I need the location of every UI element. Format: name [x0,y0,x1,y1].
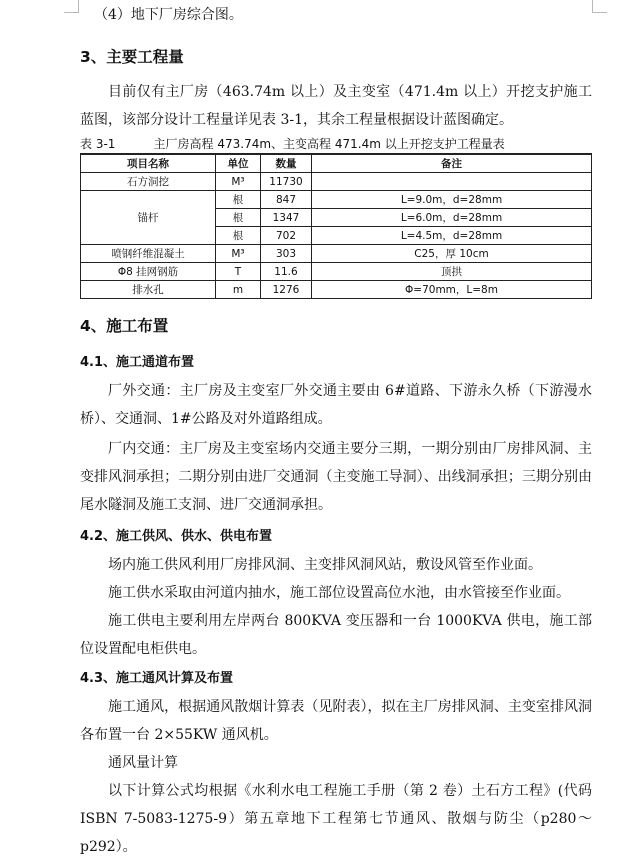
table-header-row [81,154,592,173]
table-row [81,263,592,281]
section-4-3-heading: 4.3、施工通风计算及布置 [80,671,234,686]
cell-note: L=4.5m，d=28mm [312,227,592,245]
cell-qty: 847 [261,191,312,209]
cell-qty: 11730 [261,173,312,191]
cell-qty: 11.6 [261,263,312,281]
table-row [81,173,592,191]
cell-qty: 1276 [261,281,312,299]
table-row [81,245,592,263]
section-4-2-heading: 4.2、施工供风、供水、供电布置 [80,529,273,544]
cell-name: 锚杆 [81,191,216,245]
cell-note: L=9.0m，d=28mm [312,191,592,209]
list-item-underground-plan: （4）地下厂房综合图。 [94,7,243,23]
table-row [81,281,592,299]
quantity-table [80,153,592,299]
section-4-2-paragraph-power: 施工供电主要利用左岸两台 800KVA 变压器和一台 1000KVA 供电，施工部位设置配电柜供电。 [80,613,592,657]
cell-name: 喷钢纤维混凝土 [81,245,216,263]
cell-qty: 702 [261,227,312,245]
cell-qty: 1347 [261,209,312,227]
cell-note: L=6.0m，d=28mm [312,209,592,227]
header-note: 备注 [312,154,592,173]
section-3-paragraph: 目前仅有主厂房（463.74m 以上）及主变室（471.4m 以上）开挖支护施工蓝图，该部分设计工程量详见表 3-1，其余工程量根据设计蓝图确定。 [80,84,592,128]
cell-unit: 根 [216,209,261,227]
section-3-heading: 3、主要工程量 [80,48,184,66]
cell-name: 石方洞挖 [81,173,216,191]
cell-note [312,173,592,191]
cell-name: Φ8 挂网钢筋 [81,263,216,281]
cell-unit: M³ [216,245,261,263]
section-4-2-paragraph-air: 场内施工供风利用厂房排风洞、主变排风洞风站，敷设风管至作业面。 [108,557,542,573]
cell-qty: 303 [261,245,312,263]
section-4-1-paragraph-external: 厂外交通：主厂房及主变室厂外交通主要由 6#道路、下游永久桥（下游漫水桥）、交通洞、1#公路及对外道路组成。 [80,383,592,427]
cell-name: 排水孔 [81,281,216,299]
section-4-3-paragraph-reference: 以下计算公式均根据《水利水电工程施工手册（第 2 卷）土石方工程》(代码 ISBN 7-5083-1275-9）第五章地下工程第七节通风、散烟与防尘（p280～p292）。 [80,783,592,855]
section-4-3-subheading: 通风量计算 [108,755,178,771]
document-page [80,0,592,861]
cell-unit: T [216,263,261,281]
table-caption: 表 3-1 主厂房高程 473.74m、主变高程 471.4m 以上开挖支护工程量表 [80,137,505,151]
section-4-1-heading: 4.1、施工通道布置 [80,355,195,370]
section-4-1-paragraph-internal: 厂内交通：主厂房及主变室场内交通主要分三期，一期分别由厂房排风洞、主变排风洞承担；二期分别由进厂交通洞（主变施工导洞）、出线洞承担；三期分别由尾水隧洞及施工支洞、进厂交通洞承担。 [80,441,592,513]
table-row [81,191,592,209]
cell-note: C25，厚 10cm [312,245,592,263]
cell-note: 顶拱 [312,263,592,281]
cell-note: Φ=70mm，L=8m [312,281,592,299]
page-corner-mark-left [64,0,79,13]
header-unit: 单位 [216,154,261,173]
section-4-3-paragraph-ventilation: 施工通风，根据通风散烟计算表（见附表），拟在主厂房排风洞、主变室排风洞各布置一台 2×55KW 通风机。 [80,699,592,743]
cell-unit: 根 [216,191,261,209]
page-corner-mark-right [592,0,607,13]
header-quantity: 数量 [261,154,312,173]
cell-unit: M³ [216,173,261,191]
header-item-name: 项目名称 [81,154,216,173]
cell-unit: 根 [216,227,261,245]
section-4-2-paragraph-water: 施工供水采取由河道内抽水，施工部位设置高位水池，由水管接至作业面。 [108,585,570,601]
cell-unit: m [216,281,261,299]
section-4-heading: 4、施工布置 [80,317,169,335]
